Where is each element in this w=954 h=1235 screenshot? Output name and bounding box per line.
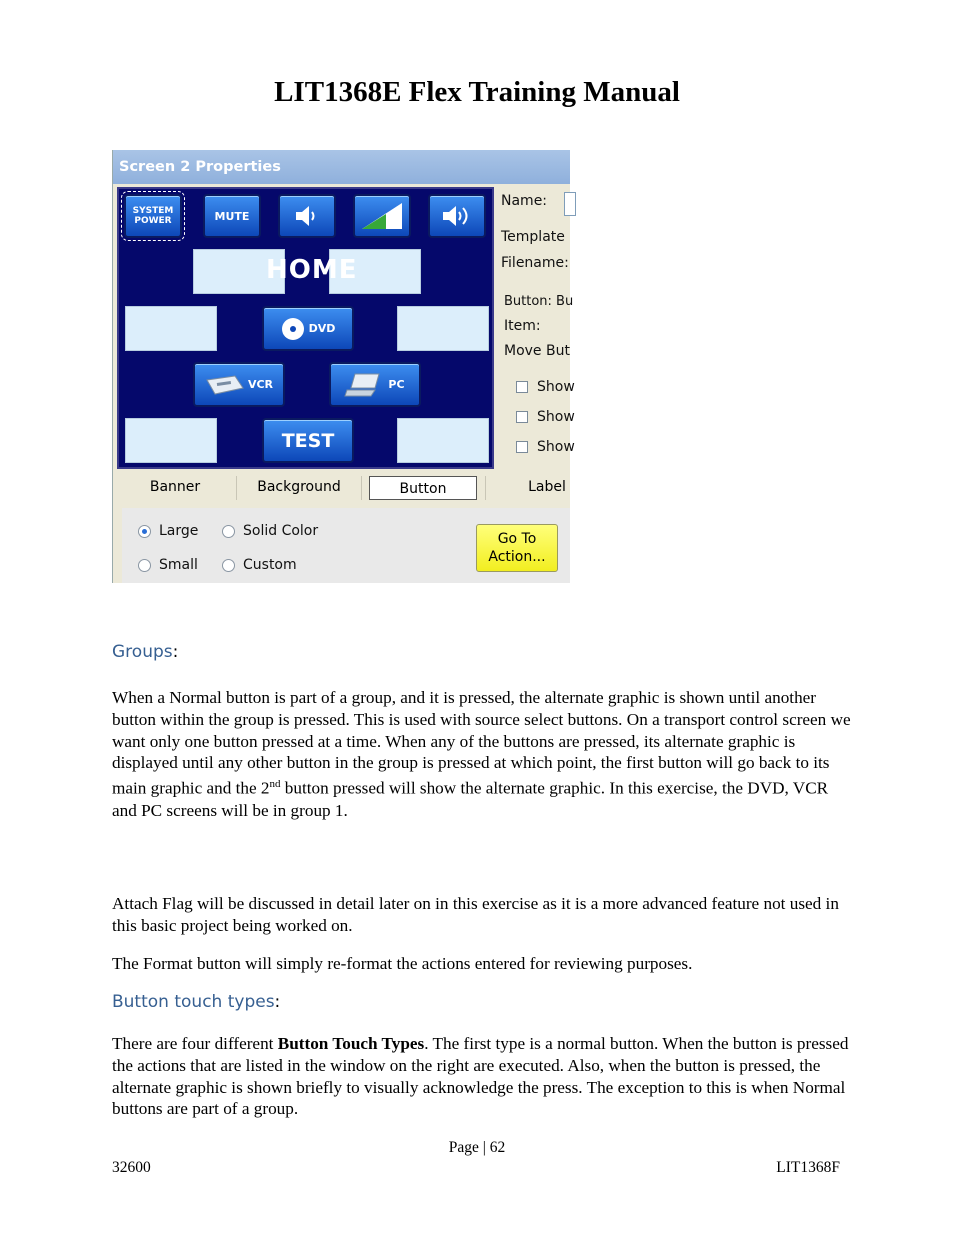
window-title: Screen 2 Properties xyxy=(113,150,570,184)
item-label: Item: xyxy=(504,318,541,334)
footer-right: LIT1368F xyxy=(776,1159,840,1176)
touch-text-part1: There are four different xyxy=(112,1034,278,1053)
volume-bars-icon xyxy=(360,201,404,231)
name-label: Name: xyxy=(501,193,548,209)
laptop-icon xyxy=(345,372,385,398)
system-power-button[interactable] xyxy=(124,194,182,238)
touch-types-heading: Button touch types: xyxy=(112,992,281,1012)
vcr-label: VCR xyxy=(247,378,274,391)
small-radio[interactable] xyxy=(138,559,151,572)
tab-banner[interactable]: Banner xyxy=(149,479,201,495)
tab-divider xyxy=(236,476,237,500)
action-label: Action... xyxy=(488,549,546,565)
volume-level-button[interactable] xyxy=(353,194,411,238)
move-button-label: Move But xyxy=(504,343,570,359)
attach-flag-paragraph: Attach Flag will be discussed in detail later on in this exercise as it is a more advanced feature not used in this basic project being worked on. xyxy=(112,894,839,935)
solid-color-label: Solid Color xyxy=(243,523,319,539)
tab-divider xyxy=(485,476,486,500)
groups-heading: Groups: xyxy=(112,642,179,662)
blank-tile xyxy=(125,418,217,463)
name-input[interactable] xyxy=(564,192,576,216)
filename-label: Filename: xyxy=(501,255,569,271)
large-label: Large xyxy=(159,523,199,539)
show-label-1: Show xyxy=(537,379,575,395)
blank-tile xyxy=(397,306,489,351)
speaker-low-icon xyxy=(292,204,322,228)
show-checkbox-2[interactable] xyxy=(516,411,528,423)
test-label: TEST xyxy=(281,429,335,452)
screen-properties-screenshot xyxy=(112,150,575,583)
large-radio[interactable] xyxy=(138,525,151,538)
groups-heading-text: Groups xyxy=(112,642,173,662)
dvd-button[interactable] xyxy=(262,306,354,351)
tab-background[interactable]: Background xyxy=(257,479,341,495)
volume-down-button[interactable] xyxy=(278,194,336,238)
format-paragraph: The Format button will simply re-format the actions entered for reviewing purposes. xyxy=(112,954,693,973)
touch-types-heading-text: Button touch types xyxy=(112,992,275,1012)
small-label: Small xyxy=(159,557,198,573)
show-label-2: Show xyxy=(537,409,575,425)
custom-radio[interactable] xyxy=(222,559,235,572)
template-label: Template xyxy=(501,229,565,245)
mute-label: MUTE xyxy=(214,209,250,223)
groups-sup: nd xyxy=(269,778,281,791)
page-number: Page | 62 xyxy=(448,1139,506,1156)
test-button[interactable] xyxy=(262,418,354,463)
tab-button[interactable]: Button xyxy=(369,476,477,500)
go-to-label: Go To xyxy=(497,531,537,547)
dvd-label: DVD xyxy=(308,322,336,335)
property-tabs xyxy=(113,472,570,506)
show-checkbox-1[interactable] xyxy=(516,381,528,393)
groups-text-part1: When a Normal button is part of a group, and it is pressed, the alternate graphic is shown until another button within the group is pressed. This is used with source select buttons. On a transport control screen we want only one button pressed at a time. When any of the buttons are pressed, its alternate graphic is displayed until any other button in the group is pressed at which point, the first button will go back to its main graphic and the 2 xyxy=(112,688,851,798)
show-label-3: Show xyxy=(537,439,575,455)
touch-types-paragraph xyxy=(112,1033,852,1120)
groups-text-part2: button pressed will show the alternate graphic. In this exercise, the DVD, VCR and PC screens will be in group 1. xyxy=(112,778,829,820)
tab-label[interactable]: Label xyxy=(528,479,566,495)
blank-tile xyxy=(125,306,217,351)
touch-panel-preview xyxy=(117,187,494,469)
custom-label: Custom xyxy=(243,557,297,573)
blank-tile xyxy=(397,418,489,463)
touch-text-part2: . The first type is a normal button. When the button is pressed the actions that are listed in the window on the right are executed. Also, when the button is pressed, the alternate graphic is shown briefly to visually acknowledge the press. The exception to this is when Normal buttons are part of a group. xyxy=(112,1034,849,1119)
volume-up-button[interactable] xyxy=(428,194,486,238)
pc-label: PC xyxy=(388,378,405,391)
go-to-action-button[interactable] xyxy=(476,524,558,572)
groups-paragraph xyxy=(112,687,852,822)
pc-button[interactable] xyxy=(329,362,421,407)
tab-divider xyxy=(361,476,362,500)
show-checkbox-3[interactable] xyxy=(516,441,528,453)
mute-button[interactable] xyxy=(203,194,261,238)
speaker-high-icon xyxy=(440,204,474,228)
vcr-button[interactable] xyxy=(193,362,285,407)
disc-icon xyxy=(281,317,305,341)
touch-text-bold: Button Touch Types xyxy=(277,1034,425,1053)
page-title: LIT1368E Flex Training Manual xyxy=(274,76,680,108)
vcr-icon xyxy=(205,374,245,396)
solid-color-radio[interactable] xyxy=(222,525,235,538)
home-label: HOME xyxy=(266,255,358,285)
button-label: Button: Bu xyxy=(504,294,574,309)
system-power-label: SYSTEM POWER xyxy=(132,206,174,226)
footer-left: 32600 xyxy=(112,1159,151,1176)
